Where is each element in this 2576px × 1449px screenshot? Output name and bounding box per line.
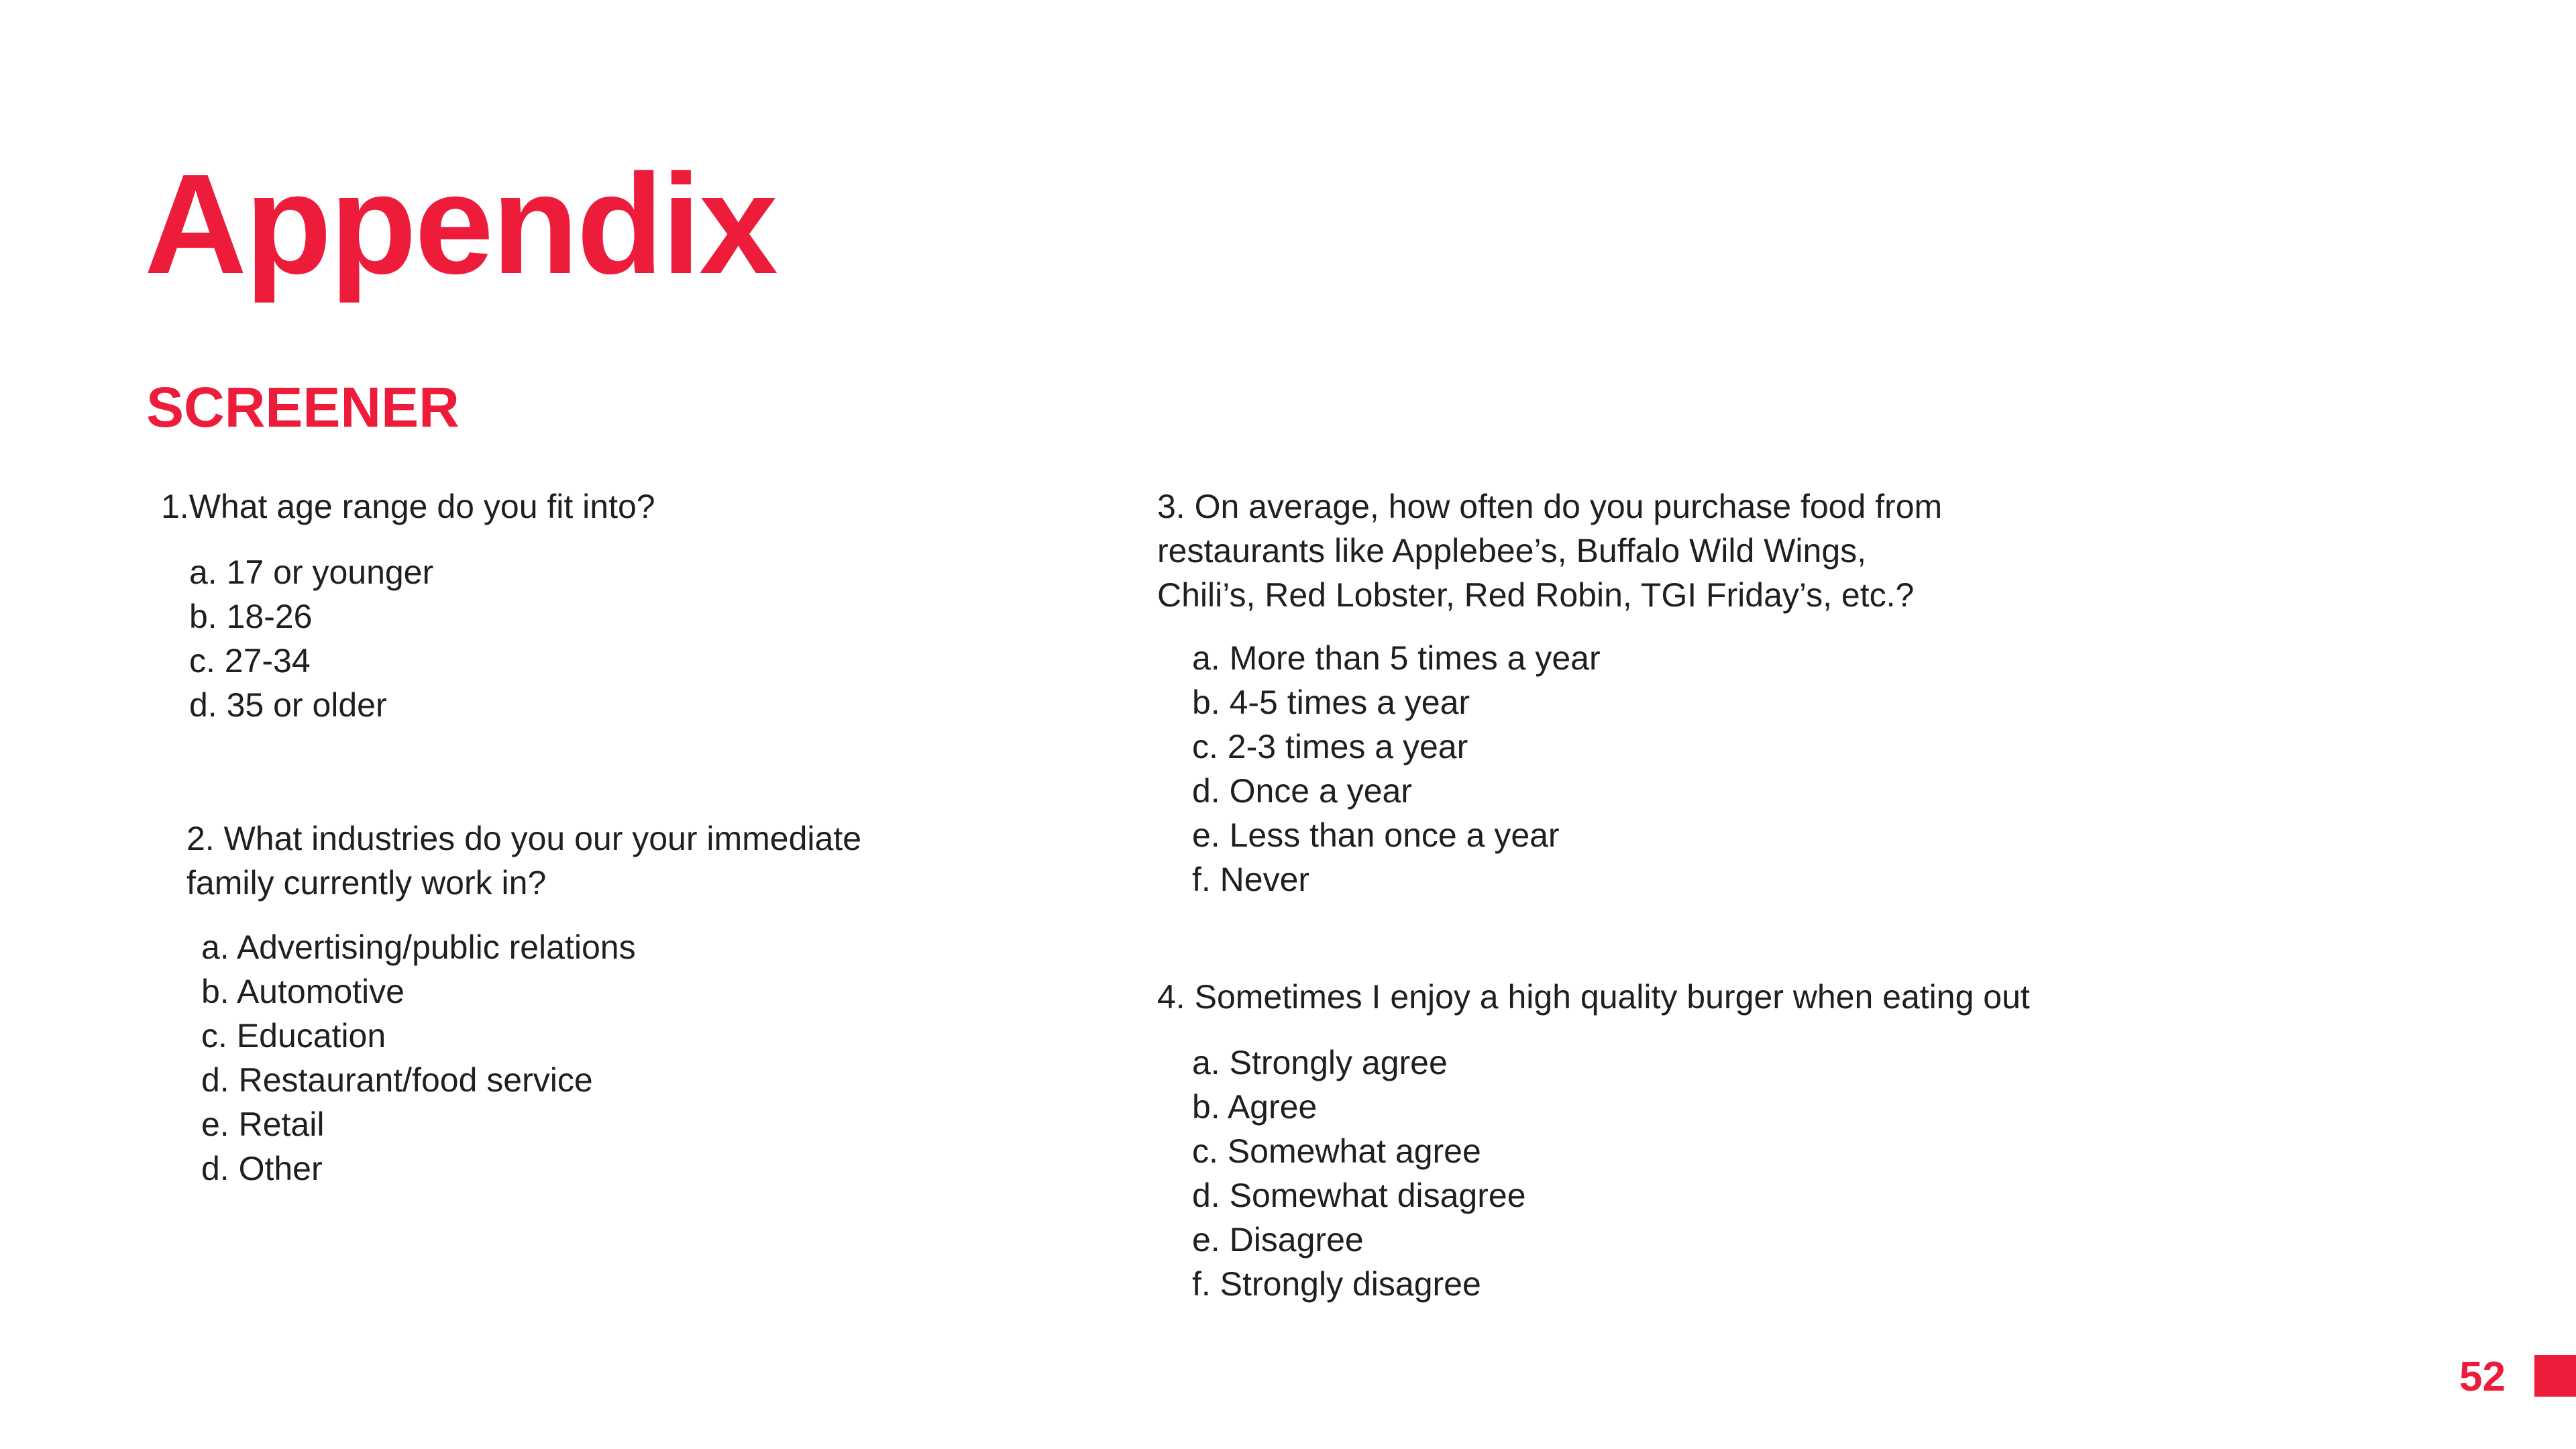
page-marker-square [2534,1355,2576,1397]
question-text: 3. On average, how often do you purchase food from restaurants like Applebee’s, Buffalo Wild Wings, Chili’s, Red Lobster, Red Robin, TGI Friday’s, etc.? [1157,488,1943,614]
question-text: 4. Sometimes I enjoy a high quality burger when eating out [1157,978,2030,1016]
page-title: Appendix [144,144,776,303]
option-item: e. Less than once a year [1192,816,1560,854]
option-list [161,550,655,727]
option-item: a. 17 or younger [189,553,434,591]
option-item: b. 4-5 times a year [1192,684,1470,721]
option-item: d. Once a year [1192,772,1412,810]
option-item: d. Somewhat disagree [1192,1177,1526,1214]
option-item: d. Restaurant/food service [201,1061,593,1099]
question-2 [186,816,861,1191]
option-item: d. 35 or older [189,686,387,724]
option-item: b. Agree [1192,1088,1318,1126]
option-item: c. Somewhat agree [1192,1132,1481,1170]
page-number: 52 [2459,1354,2506,1400]
option-item: a. Advertising/public relations [201,928,636,966]
option-item: c. 2-3 times a year [1192,728,1468,765]
option-item: e. Retail [201,1106,325,1143]
option-list [1157,1040,2030,1306]
option-item: c. Education [201,1017,386,1055]
option-item: c. 27-34 [189,642,311,680]
option-item: a. More than 5 times a year [1192,639,1601,677]
question-4 [1157,975,2030,1306]
option-item: f. Strongly disagree [1192,1265,1481,1303]
option-list [186,925,861,1191]
option-item: d. Other [201,1150,323,1187]
option-item: e. Disagree [1192,1221,1364,1258]
question-text: 1.What age range do you fit into? [161,488,655,525]
option-item: a. Strongly agree [1192,1044,1448,1081]
section-heading: SCREENER [146,376,460,439]
question-1 [161,484,655,727]
question-text: 2. What industries do you our your immediate family currently work in? [186,820,862,902]
question-3 [1157,484,1942,902]
option-item: b. 18-26 [189,598,313,635]
option-item: b. Automotive [201,973,405,1010]
option-list [1157,636,1942,902]
option-item: f. Never [1192,861,1310,898]
